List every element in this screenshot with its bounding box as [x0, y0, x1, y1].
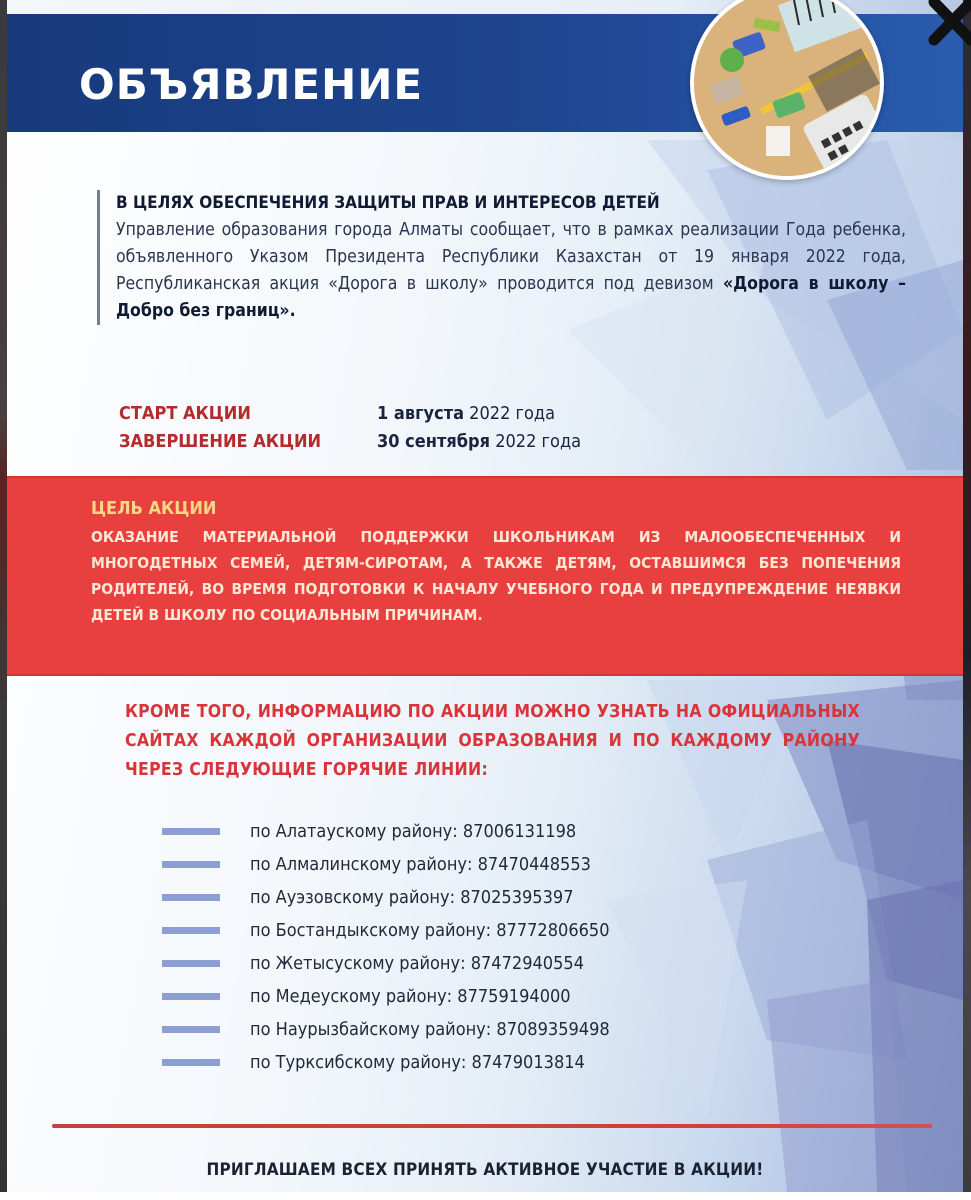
left-edge-frame: [0, 0, 7, 1192]
phone-number[interactable]: 87025395397: [460, 887, 574, 908]
date-year: 2022 года: [469, 403, 556, 424]
date-year: 2022 года: [495, 431, 582, 452]
phone-number[interactable]: 87472940554: [470, 953, 585, 974]
hotline-text: [250, 986, 571, 1007]
announcement-poster: [7, 0, 963, 1192]
close-icon[interactable]: [928, 0, 971, 50]
intro-block: [97, 190, 906, 325]
date-value: [377, 400, 555, 428]
district-name: по Турксибскому району:: [250, 1052, 467, 1073]
bullet-dash-icon: [162, 1059, 220, 1066]
district-name: по Ауэзовскому району:: [250, 887, 456, 908]
date-row-start: [119, 400, 581, 428]
announcement-title: ОБЪЯВЛЕНИЕ: [79, 60, 424, 109]
phone-number[interactable]: 87006131198: [462, 821, 577, 842]
hotline-text: [250, 953, 584, 974]
intro-body: [116, 217, 906, 325]
bullet-dash-icon: [162, 1026, 220, 1033]
right-edge-frame: [963, 0, 971, 1192]
district-name: по Жетысускому району:: [250, 953, 466, 974]
district-name: по Наурызбайскому району:: [250, 1019, 492, 1040]
footer-invitation: ПРИГЛАШАЕМ ВСЕХ ПРИНЯТЬ АКТИВНОЕ УЧАСТИЕ В АКЦИИ!: [206, 1160, 764, 1180]
list-item: [162, 815, 610, 848]
list-item: [162, 980, 610, 1013]
red-divider: [52, 1124, 932, 1128]
bullet-dash-icon: [162, 861, 220, 868]
district-name: по Алатаускому району:: [250, 821, 458, 842]
phone-number[interactable]: 87470448553: [477, 854, 591, 875]
hotline-text: [250, 821, 576, 842]
date-label: СТАРТ АКЦИИ: [119, 403, 251, 424]
bullet-dash-icon: [162, 894, 220, 901]
hotline-list: [162, 815, 610, 1079]
hotline-text: [250, 854, 591, 875]
hotline-text: [250, 1019, 610, 1040]
phone-number[interactable]: 87759194000: [457, 986, 571, 1007]
list-item: [162, 1046, 610, 1079]
list-item: [162, 947, 610, 980]
date-day: 30 сентября: [377, 431, 491, 452]
hotline-text: [250, 920, 610, 941]
list-item: [162, 848, 610, 881]
bullet-dash-icon: [162, 927, 220, 934]
date-day: 1 августа: [377, 403, 465, 424]
bullet-dash-icon: [162, 960, 220, 967]
district-name: по Алмалинскому району:: [250, 854, 473, 875]
goal-band: [7, 476, 963, 676]
hotline-info-text: КРОМЕ ТОГО, ИНФОРМАЦИЮ ПО АКЦИИ МОЖНО УЗНАТЬ НА ОФИЦИАЛЬНЫХ САЙТАХ КАЖДОЙ ОРГАНИЗАЦИИ ОБРАЗОВАНИЯ И ПО КАЖДОМУ РАЙОНУ ЧЕРЕЗ СЛЕДУЮЩИЕ ГОРЯЧИЕ ЛИНИИ:: [125, 702, 860, 780]
list-item: [162, 914, 610, 947]
list-item: [162, 1013, 610, 1046]
intro-heading: В ЦЕЛЯХ ОБЕСПЕЧЕНИЯ ЗАЩИТЫ ПРАВ И ИНТЕРЕСОВ ДЕТЕЙ: [116, 193, 660, 213]
phone-number[interactable]: 87089359498: [496, 1019, 610, 1040]
goal-title: ЦЕЛЬ АКЦИИ: [91, 498, 217, 519]
date-row-end: [119, 428, 581, 456]
bullet-dash-icon: [162, 828, 220, 835]
intro-motto: «Дорога в школу – Добро без границ».: [116, 274, 907, 321]
list-item: [162, 881, 610, 914]
goal-text: ОКАЗАНИЕ МАТЕРИАЛЬНОЙ ПОДДЕРЖКИ ШКОЛЬНИКАМ ИЗ МАЛООБЕСПЕЧЕННЫХ И МНОГОДЕТНЫХ СЕМЕЙ, ДЕТЯМ-СИРОТАМ, А ТАКЖЕ ДЕТЯМ, ОСТАВШИМСЯ БЕЗ ПОПЕЧЕНИЯ РОДИТЕЛЕЙ, ВО ВРЕМЯ ПОДГОТОВКИ К НАЧАЛУ УЧЕБНОГО ГОДА И ПРЕДУПРЕЖДЕНИЕ НЕЯВКИ ДЕТЕЙ В ШКОЛУ ПО СОЦИАЛЬНЫМ ПРИЧИНАМ.: [91, 528, 901, 624]
district-name: по Медеускому району:: [250, 986, 453, 1007]
hotline-text: [250, 1052, 585, 1073]
bullet-dash-icon: [162, 993, 220, 1000]
campaign-dates: [119, 400, 581, 456]
intro-body-text: Управление образования города Алматы сообщает, что в рамках реализации Года ребенка, объявленного Указом Президента Республики Казахстан от 19 января 2022 года, Республиканская акция «Дорога в школу» проводится под девизом: [116, 220, 906, 294]
district-name: по Бостандыкскому району:: [250, 920, 492, 941]
date-value: [377, 428, 581, 456]
hotline-text: [250, 887, 574, 908]
date-label: ЗАВЕРШЕНИЕ АКЦИИ: [119, 431, 322, 452]
phone-number[interactable]: 87772806650: [496, 920, 610, 941]
phone-number[interactable]: 87479013814: [471, 1052, 585, 1073]
